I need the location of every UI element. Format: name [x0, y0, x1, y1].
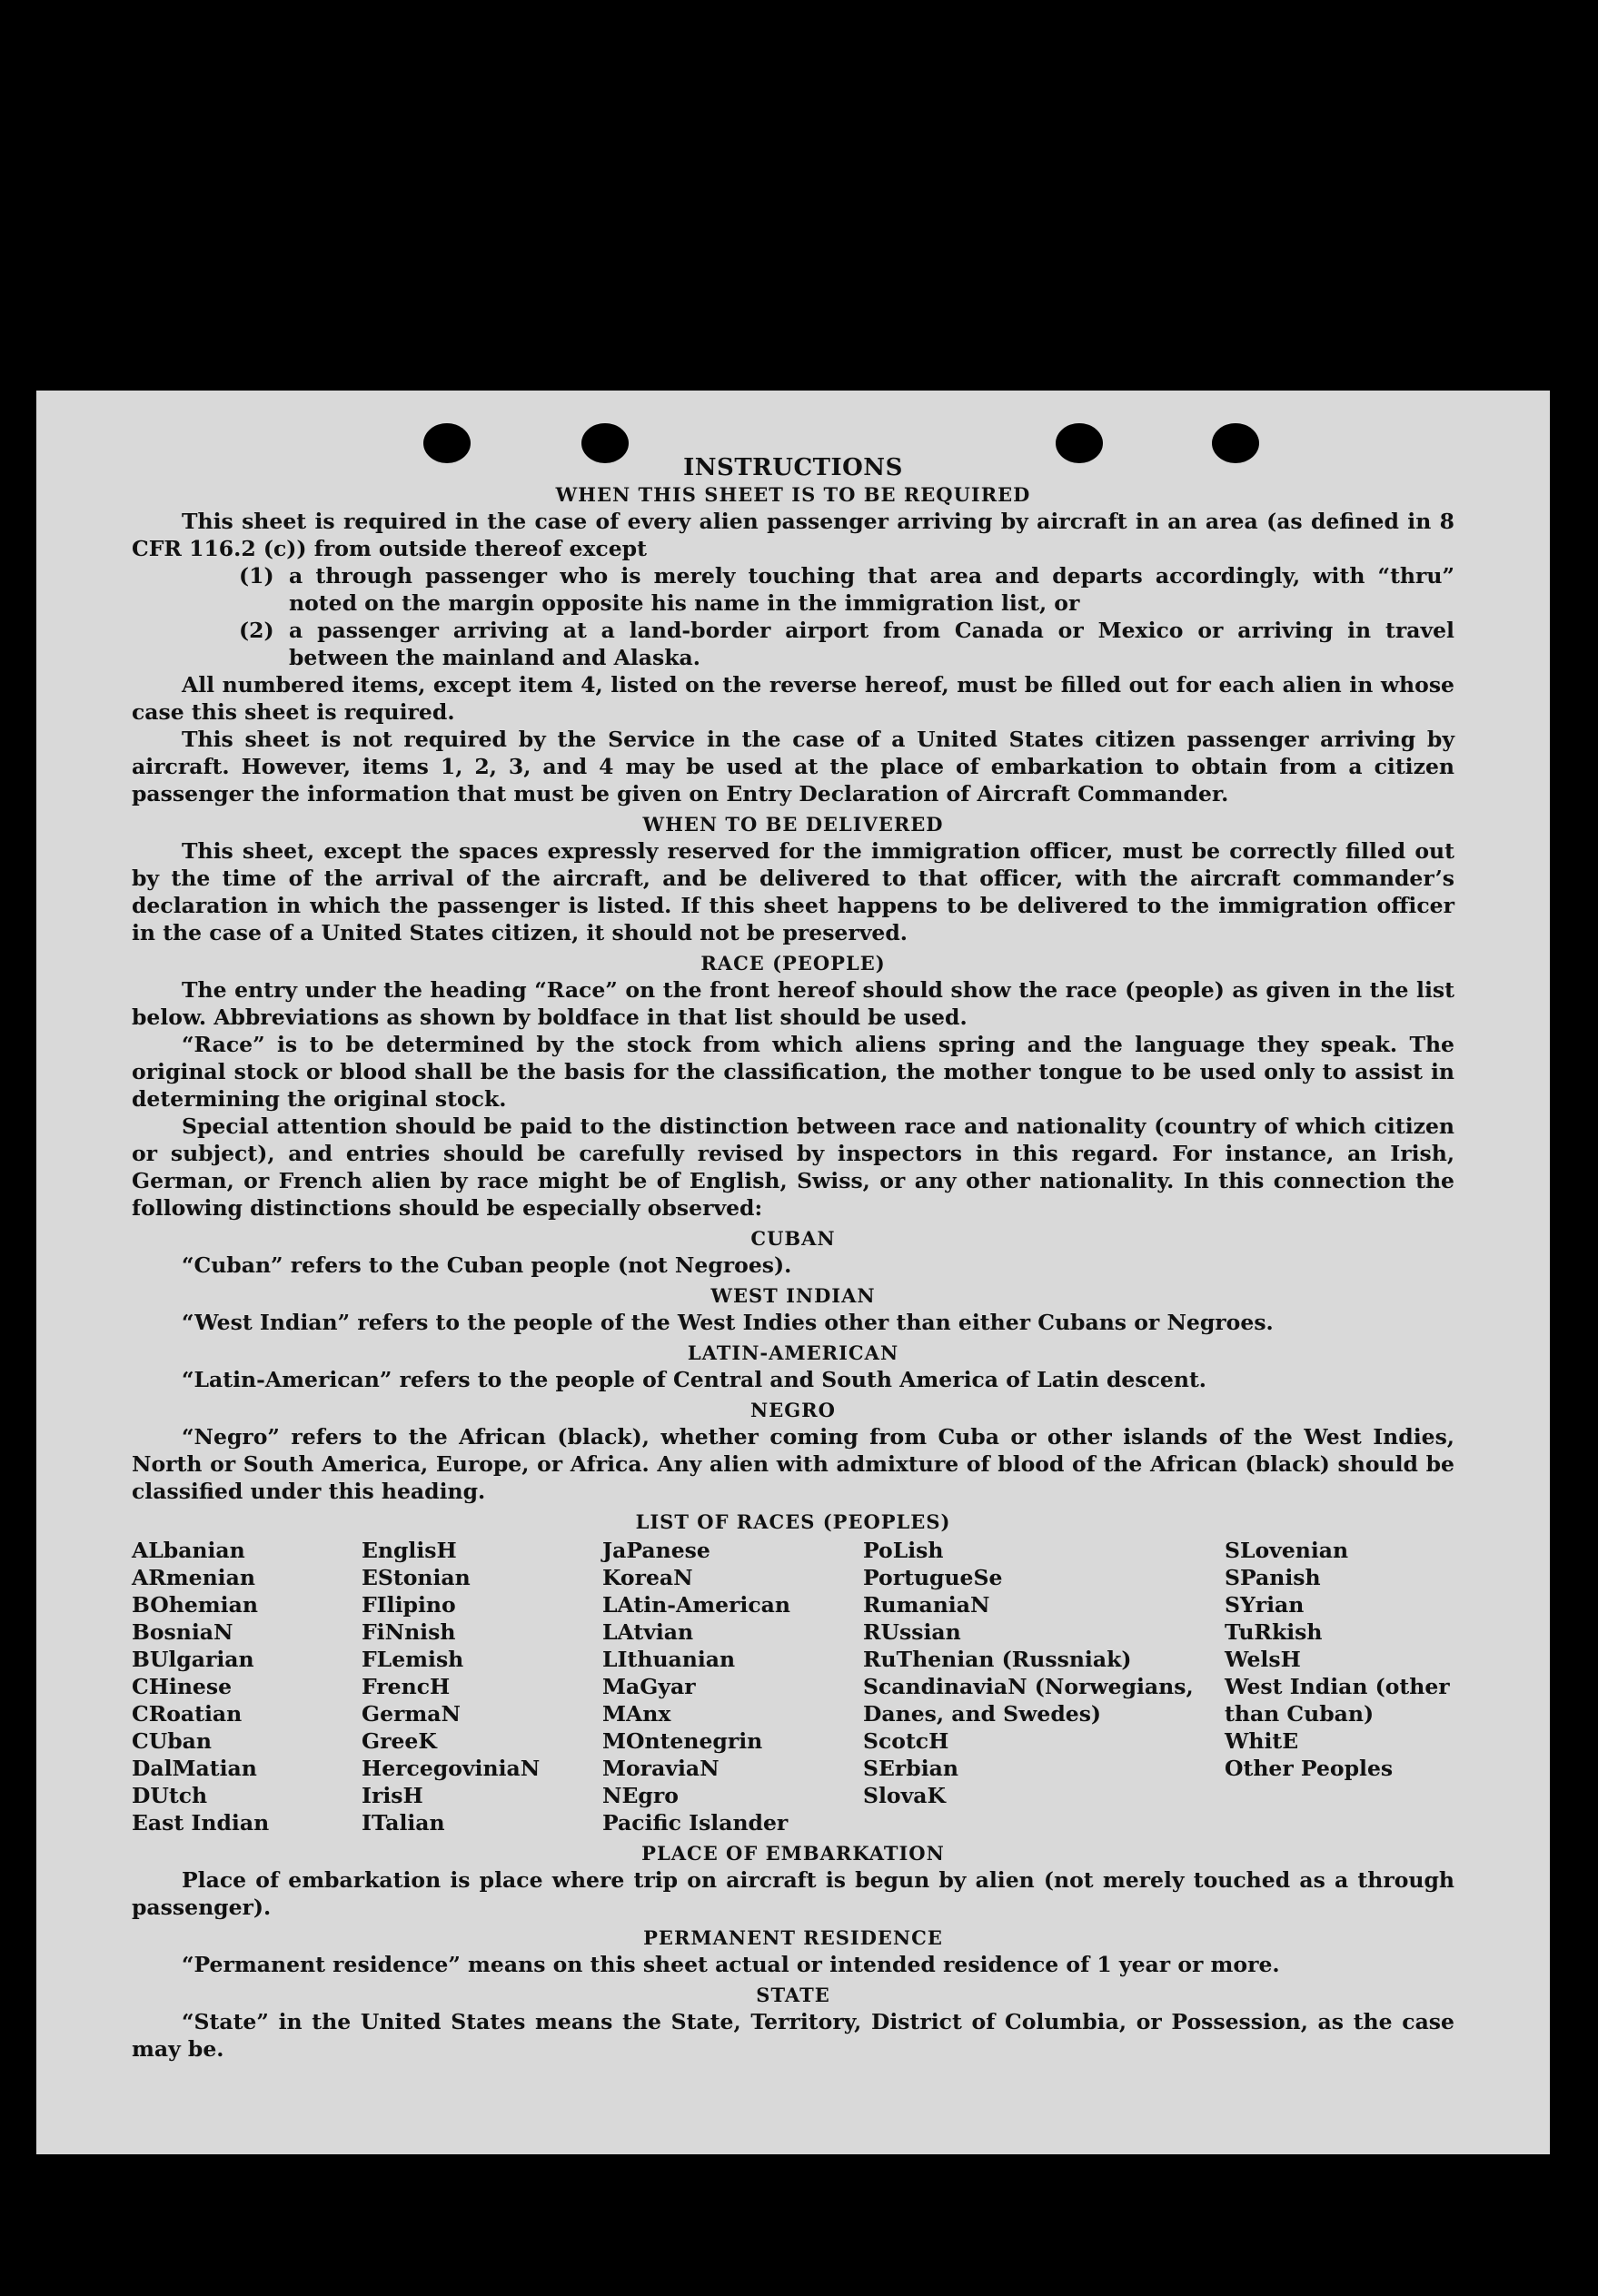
- race-entry: Other Peoples: [1225, 1756, 1394, 1781]
- punch-hole: [1212, 423, 1259, 463]
- race-entry: WhitE: [1225, 1728, 1299, 1754]
- races-column-3: [602, 1537, 863, 1836]
- race-entry: CHinese: [132, 1674, 233, 1699]
- heading-when-required: WHEN THIS SHEET IS TO BE REQUIRED: [555, 483, 1031, 506]
- heading-state: STATE: [756, 1984, 830, 2006]
- race-entry: ScandinaviaN (Norwegians, Danes, and Swedes): [863, 1674, 1194, 1727]
- race-p2: “Race” is to be determined by the stock from which aliens spring and the language they speak. The original stock or blood shall be the basis for the classification, the mother tongue to be used only to assist in determining the original stock.: [132, 1032, 1454, 1112]
- race-entry: SPanish: [1225, 1565, 1321, 1590]
- race-entry: RUssian: [863, 1619, 961, 1645]
- residence-p1: “Permanent residence” means on this sheet actual or intended residence of 1 year or more.: [182, 1952, 1280, 1977]
- race-entry: SLovenian: [1225, 1538, 1349, 1563]
- race-entry: SErbian: [863, 1756, 958, 1781]
- race-entry: FIlipino: [362, 1592, 456, 1618]
- race-entry: EStonian: [362, 1565, 471, 1590]
- race-entry: MOntenegrin: [602, 1728, 763, 1754]
- race-entry: NEgro: [602, 1783, 679, 1808]
- heading-list-of-races: LIST OF RACES (PEOPLES): [635, 1510, 951, 1533]
- race-entry: TuRkish: [1225, 1619, 1323, 1645]
- race-entry: HercegoviniaN: [362, 1756, 541, 1781]
- item-text: a passenger arriving at a land-border airport from Canada or Mexico or arriving in travel between the mainland and Alaska.: [289, 618, 1454, 670]
- punch-hole: [423, 423, 471, 463]
- west-indian-p1: “West Indian” refers to the people of the West Indies other than either Cubans or Negroes.: [182, 1310, 1274, 1335]
- race-entry: ScotcH: [863, 1728, 949, 1754]
- race-entry: BUlgarian: [132, 1647, 254, 1672]
- punch-hole: [1056, 423, 1103, 463]
- when-required-p2: All numbered items, except item 4, listed on the reverse hereof, must be filled out for each alien in whose case this sheet is required.: [132, 672, 1454, 725]
- heading-negro: NEGRO: [750, 1399, 836, 1421]
- race-entry: BOhemian: [132, 1592, 258, 1618]
- race-entry: FiNnish: [362, 1619, 456, 1645]
- race-entry: CUban: [132, 1728, 212, 1754]
- latin-american-p1: “Latin-American” refers to the people of Central and South America of Latin descent.: [182, 1367, 1206, 1392]
- embarkation-p1: Place of embarkation is place where trip on aircraft is begun by alien (not merely touched as a through passenger).: [132, 1867, 1454, 1920]
- race-entry: RuThenian (Russniak): [863, 1647, 1132, 1672]
- race-entry: LAtin-American: [602, 1592, 790, 1618]
- race-entry: West Indian (other than Cuban): [1225, 1674, 1450, 1727]
- race-entry: LAtvian: [602, 1619, 694, 1645]
- race-entry: BosniaN: [132, 1619, 233, 1645]
- race-entry: RumaniaN: [863, 1592, 990, 1618]
- heading-embarkation: PLACE OF EMBARKATION: [641, 1842, 945, 1865]
- race-entry: EnglisH: [362, 1538, 457, 1563]
- race-entry: ALbanian: [132, 1538, 245, 1563]
- race-entry: KoreaN: [602, 1565, 693, 1590]
- race-entry: DUtch: [132, 1783, 208, 1808]
- race-entry: MoraviaN: [602, 1756, 720, 1781]
- when-required-p3: This sheet is not required by the Service in the case of a United States citizen passenger arriving by aircraft. However, items 1, 2, 3, and 4 may be used at the place of embarkation to obtain from a citizen passenger the information that must be given on Entry Declaration of Aircraft Commander.: [132, 727, 1454, 807]
- heading-permanent-residence: PERMANENT RESIDENCE: [643, 1926, 943, 1949]
- race-entry: DalMatian: [132, 1756, 257, 1781]
- exception-item-1: [239, 562, 1454, 617]
- race-entry: East Indian: [132, 1810, 270, 1836]
- race-p1: The entry under the heading “Race” on the front hereof should show the race (people) as given in the list below. Abbreviations as shown by boldface in that list should be used.: [132, 977, 1454, 1030]
- heading-latin-american: LATIN-AMERICAN: [687, 1341, 899, 1364]
- race-entry: FLemish: [362, 1647, 464, 1672]
- race-entry: GermaN: [362, 1701, 461, 1727]
- race-entry: GreeK: [362, 1728, 437, 1754]
- race-entry: JaPanese: [602, 1538, 710, 1563]
- item-text: a through passenger who is merely touching that area and departs accordingly, with “thru” noted on the margin opposite his name in the immigration list, or: [289, 563, 1454, 616]
- race-entry: CRoatian: [132, 1701, 243, 1727]
- race-entry: Pacific Islander: [602, 1810, 789, 1836]
- page-title: INSTRUCTIONS: [683, 454, 903, 481]
- race-entry: WelsH: [1225, 1647, 1301, 1672]
- race-entry: FrencH: [362, 1674, 451, 1699]
- when-required-p1: This sheet is required in the case of every alien passenger arriving by aircraft in an area (as defined in 8 CFR 116.2 (c)) from outside thereof except: [132, 509, 1454, 561]
- heading-cuban: CUBAN: [750, 1227, 836, 1250]
- race-entry: SlovaK: [863, 1783, 946, 1808]
- exception-item-2: [239, 617, 1454, 671]
- race-entry: ITalian: [362, 1810, 445, 1836]
- punch-hole: [581, 423, 629, 463]
- race-entry: IrisH: [362, 1783, 423, 1808]
- race-p3: Special attention should be paid to the distinction between race and nationality (country of which citizen or subject), and entries should be carefully revised by inspectors in this regard. For instance, an Irish, German, or French alien by race might be of English, Swiss, or any other nationality. In this connection the following distinctions should be especially observed:: [132, 1113, 1454, 1221]
- item-number: (1): [239, 563, 274, 589]
- race-entry: PortugueSe: [863, 1565, 1003, 1590]
- race-entry: SYrian: [1225, 1592, 1305, 1618]
- races-list: [132, 1537, 1454, 1836]
- races-column-5: [1225, 1537, 1470, 1836]
- cuban-p1: “Cuban” refers to the Cuban people (not Negroes).: [182, 1252, 792, 1278]
- race-entry: MaGyar: [602, 1674, 696, 1699]
- negro-p1: “Negro” refers to the African (black), whether coming from Cuba or other islands of the West Indies, North or South America, Europe, or Africa. Any alien with admixture of blood of the African (black) should be classified under this heading.: [132, 1424, 1454, 1504]
- race-entry: PoLish: [863, 1538, 944, 1563]
- heading-west-indian: WEST INDIAN: [710, 1284, 876, 1307]
- races-column-1: [132, 1537, 362, 1836]
- when-delivered-p1: This sheet, except the spaces expressly reserved for the immigration officer, must be correctly filled out by the time of the arrival of the aircraft, and be delivered to that officer, with the aircraft commander’s declaration in which the passenger is listed. If this sheet happens to be delivered to the immigration officer in the case of a United States citizen, it should not be preserved.: [132, 838, 1454, 945]
- item-number: (2): [239, 618, 274, 643]
- instruction-sheet: [36, 391, 1550, 2154]
- heading-when-delivered: WHEN TO BE DELIVERED: [642, 813, 944, 836]
- races-column-4: [863, 1537, 1225, 1836]
- race-entry: ARmenian: [132, 1565, 255, 1590]
- race-entry: MAnx: [602, 1701, 671, 1727]
- races-column-2: [362, 1537, 602, 1836]
- race-entry: LIthuanian: [602, 1647, 736, 1672]
- heading-race: RACE (PEOPLE): [700, 952, 886, 975]
- state-p1: “State” in the United States means the State, Territory, District of Columbia, or Possession, as the case may be.: [132, 2009, 1454, 2062]
